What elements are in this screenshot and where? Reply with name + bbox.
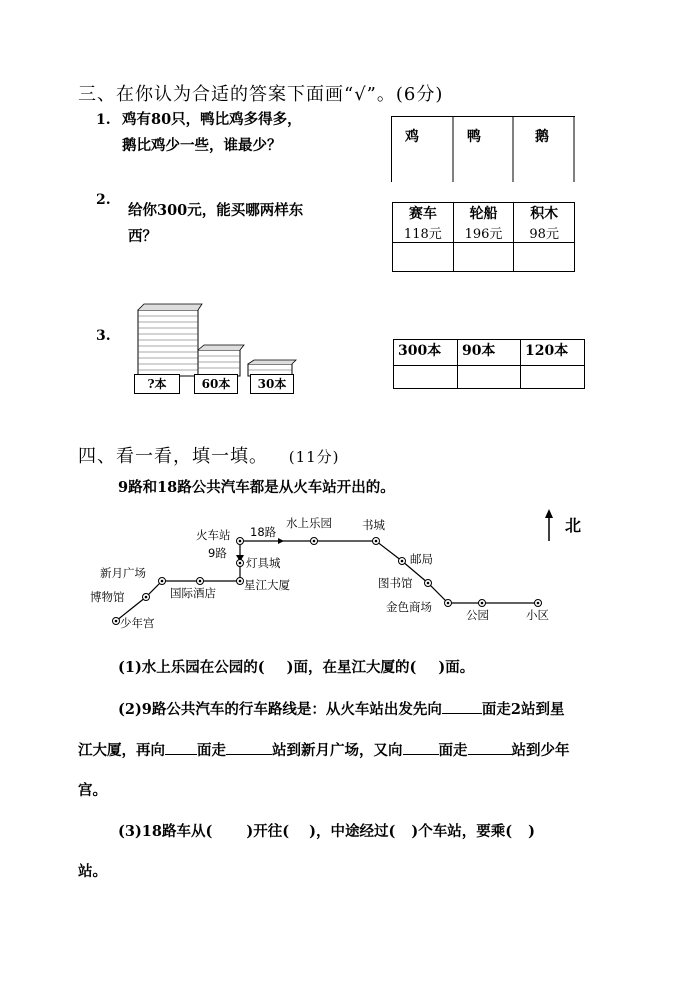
q2-option-ship (453, 203, 514, 243)
station-tushuguan: 图书馆 (378, 576, 413, 590)
q2-answer-table (392, 202, 575, 272)
s4-q3-line2: 站。 (78, 863, 107, 880)
s4-q2-blank-3[interactable] (226, 754, 272, 755)
q2-option-racecar-name: 赛车 (408, 206, 437, 222)
q3-answer-cell-1[interactable] (394, 366, 458, 389)
station-xiaoqu: 小区 (526, 608, 549, 622)
station-shucheng: 书城 (362, 518, 385, 532)
q3-option-120: 120本 (521, 340, 585, 366)
q1-option-goose[interactable]: 鹅 (535, 129, 549, 145)
section4-title-text: 四、看一看，填一填。 (78, 446, 268, 467)
s4-q3-part-c: )，中途经过( (309, 823, 396, 840)
station-xinyueguangchang: 新月广场 (100, 566, 146, 580)
q2-line2: 西？ (128, 228, 157, 245)
station-jinseshangchang: 金色商场 (386, 600, 432, 614)
s4-q2-part-g: 站到少年 (511, 742, 570, 759)
s4-q2-blank-5[interactable] (468, 754, 512, 755)
q3-answer-table (393, 339, 585, 389)
station-huochezhan: 火车站 (196, 528, 231, 542)
q3-answer-cell-3[interactable] (521, 366, 585, 389)
stack-label-30: 30本 (250, 374, 294, 394)
q3-number: 3. (96, 328, 111, 344)
station-shuishangleyuan: 水上乐园 (286, 516, 332, 530)
q2-option-ship-name: 轮船 (469, 206, 498, 222)
q2-number: 2. (96, 192, 111, 208)
q3-option-90: 90本 (457, 340, 520, 366)
q1-option-chicken[interactable]: 鸡 (405, 129, 419, 145)
s4-q2-blank-2[interactable] (165, 754, 197, 755)
q2-answer-cell-1[interactable] (393, 243, 454, 272)
s4-q2-blank-1[interactable] (442, 713, 482, 714)
s4-q2-part-b: 面走2站到星 (481, 701, 565, 718)
q1-number: 1. (96, 112, 111, 128)
q1-option-duck[interactable]: 鸭 (467, 129, 481, 145)
q2-option-racecar-price: 118元 (403, 227, 442, 242)
s4-q1-part-a: (1)水上乐园在公园的( (118, 659, 265, 676)
s4-q2-line3: 宫。 (78, 782, 107, 799)
route18-label: 18路 (250, 525, 277, 539)
s4-q3-line1 (118, 820, 535, 841)
section3-title: 三、在你认为合适的答案下面画“√”。(6分) (78, 84, 444, 105)
s4-q2-part-f: 面走 (438, 742, 468, 759)
section4-intro: 9路和18路公共汽车都是从火车站开出的。 (118, 479, 395, 496)
q1-answer-table (391, 116, 575, 182)
q2-text (128, 198, 303, 250)
station-gongyuan: 公园 (466, 608, 489, 622)
s4-q1-part-b: )面，在星江大厦的( (286, 659, 417, 676)
stack-label-60: 60本 (194, 374, 238, 394)
station-xingjiangdasha: 星江大厦 (244, 578, 290, 592)
q2-option-racecar (393, 203, 454, 243)
s4-q1-part-c: )面。 (438, 659, 475, 676)
q2-answer-cell-3[interactable] (514, 243, 575, 272)
book-stacks-illustration (130, 302, 310, 398)
q2-option-blocks (514, 203, 575, 243)
q1-text (122, 107, 302, 159)
q1-line2: 鹅比鸡少一些，谁最少？ (122, 137, 282, 154)
s4-q2-blank-4[interactable] (403, 754, 439, 755)
q2-answer-cell-2[interactable] (453, 243, 514, 272)
q3-answer-cell-2[interactable] (457, 366, 520, 389)
s4-q2-line1 (118, 698, 565, 719)
bus-route-map (78, 505, 618, 635)
s4-q1 (118, 656, 474, 677)
s4-q3-part-d: )个车站，要乘( (411, 823, 513, 840)
q2-option-blocks-name: 积木 (530, 206, 559, 222)
route9-label: 9路 (208, 546, 227, 560)
q1-line1: 鸡有80只，鸭比鸡多得多， (122, 111, 302, 128)
s4-q2-part-c: 江大厦，再向 (78, 742, 165, 759)
north-label: 北 (565, 516, 582, 535)
stack-label-unknown: ?本 (134, 374, 180, 394)
q2-option-ship-price: 196元 (464, 227, 503, 242)
section4-score: (11分) (288, 448, 340, 466)
s4-q2-part-e: 站到新月广场，又向 (272, 742, 403, 759)
station-shaoniangong: 少年宫 (120, 616, 155, 630)
station-dengjucheng: 灯具城 (246, 556, 281, 570)
s4-q2-line2 (78, 739, 570, 760)
bus-route-lines (78, 505, 618, 635)
s4-q2-part-a: (2)9路公共汽车的行车路线是：从火车站出发先向 (118, 701, 442, 718)
s4-q2-part-d: 面走 (197, 742, 226, 759)
station-youju: 邮局 (410, 552, 433, 566)
q2-option-blocks-price: 98元 (529, 227, 559, 242)
s4-q3-part-e: ) (528, 823, 535, 840)
q3-option-300: 300本 (394, 340, 458, 366)
station-guojijiudian: 国际酒店 (170, 586, 216, 600)
station-bowuguan: 博物馆 (90, 590, 125, 604)
s4-q3-part-b: )开往( (246, 823, 290, 840)
q2-line1: 给你300元，能买哪两样东 (128, 202, 304, 219)
s4-q3-part-a: (3)18路车从( (118, 823, 213, 840)
section4-title (78, 442, 340, 468)
